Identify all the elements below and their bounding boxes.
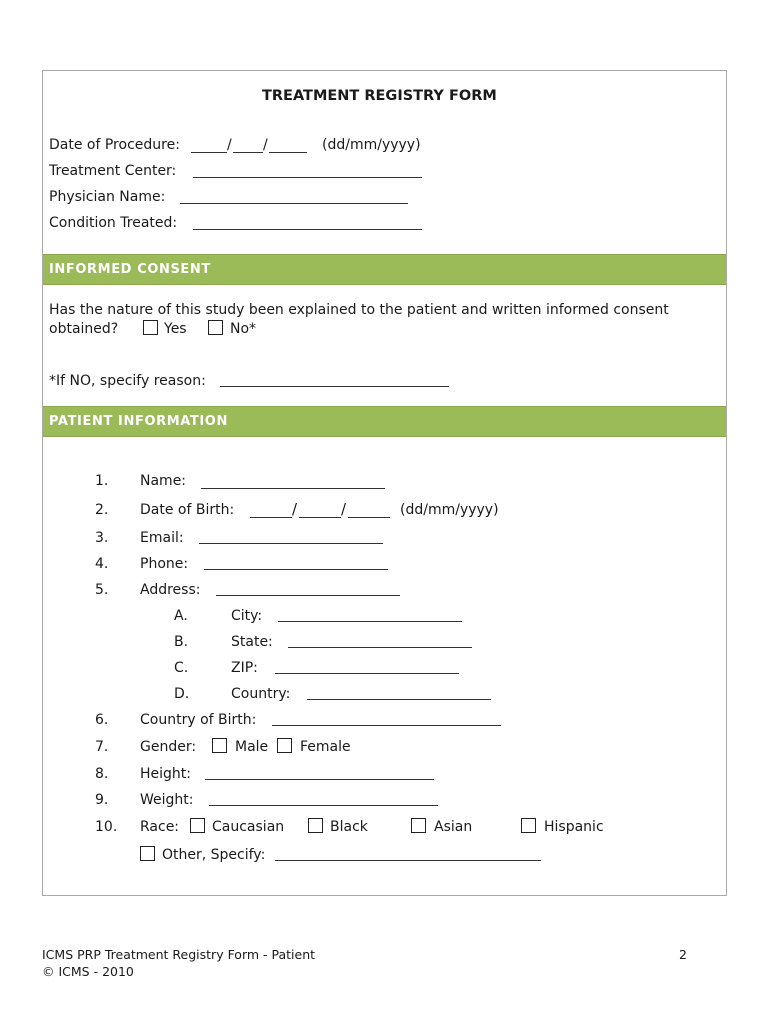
item-number: 4. (95, 556, 109, 572)
item-number: 9. (95, 792, 109, 808)
form-title: TREATMENT REGISTRY FORM (262, 88, 497, 104)
birth-date-format: (dd/mm/yyyy) (400, 502, 499, 518)
procedure-year-field[interactable] (269, 152, 307, 153)
date-of-procedure-label: Date of Procedure: (49, 137, 180, 153)
procedure-day-field[interactable] (191, 152, 227, 153)
country-field[interactable] (307, 699, 491, 700)
footer-form-name: ICMS PRP Treatment Registry Form - Patient (42, 947, 316, 962)
race-hispanic-label: Hispanic (544, 819, 604, 835)
consent-yes-label: Yes (164, 321, 187, 337)
race-asian-label: Asian (434, 819, 473, 835)
address-label: Address: (140, 582, 201, 598)
race-other-checkbox[interactable] (140, 846, 155, 861)
informed-consent-header (43, 254, 726, 285)
state-field[interactable] (288, 647, 472, 648)
consent-no-checkbox[interactable] (208, 320, 223, 335)
procedure-date-slash-2: / (263, 137, 268, 153)
phone-field[interactable] (204, 569, 388, 570)
weight-field[interactable] (209, 805, 438, 806)
item-number: 3. (95, 530, 109, 546)
footer-copyright: © ICMS - 2010 (42, 964, 134, 979)
race-label: Race: (140, 819, 180, 835)
item-number: 5. (95, 582, 109, 598)
condition-treated-field[interactable] (193, 229, 422, 230)
procedure-month-field[interactable] (233, 152, 263, 153)
patient-information-heading: PATIENT INFORMATION (49, 414, 228, 429)
page-number: 2 (679, 947, 687, 962)
city-field[interactable] (278, 621, 462, 622)
patient-name-field[interactable] (201, 488, 385, 489)
country-label: Country: (231, 686, 291, 702)
item-number: 10. (95, 819, 118, 835)
height-field[interactable] (205, 779, 434, 780)
physician-name-field[interactable] (180, 203, 408, 204)
sub-item-letter: A. (174, 608, 188, 624)
state-label: State: (231, 634, 273, 650)
sub-item-letter: D. (174, 686, 190, 702)
zip-label: ZIP: (231, 660, 258, 676)
sub-item-letter: C. (174, 660, 189, 676)
race-black-label: Black (330, 819, 368, 835)
gender-male-label: Male (235, 739, 269, 755)
informed-consent-heading: INFORMED CONSENT (49, 262, 211, 277)
birth-date-slash-1: / (292, 500, 298, 518)
item-number: 8. (95, 766, 109, 782)
consent-question-line2: obtained? (49, 321, 119, 337)
height-label: Height: (140, 766, 191, 782)
treatment-center-label: Treatment Center: (49, 163, 177, 179)
consent-question-line1: Has the nature of this study been explained to the patient and written informed consent (49, 302, 669, 318)
gender-female-checkbox[interactable] (277, 738, 292, 753)
email-field[interactable] (199, 543, 383, 544)
patient-information-header (43, 406, 726, 437)
birth-day-field[interactable] (250, 517, 292, 518)
sub-item-letter: B. (174, 634, 189, 650)
item-number: 2. (95, 502, 109, 518)
if-no-reason-field[interactable] (220, 386, 449, 387)
address-field[interactable] (216, 595, 400, 596)
weight-label: Weight: (140, 792, 194, 808)
date-of-birth-label: Date of Birth: (140, 502, 235, 518)
treatment-center-field[interactable] (193, 177, 422, 178)
gender-label: Gender: (140, 739, 197, 755)
race-caucasian-label: Caucasian (212, 819, 285, 835)
item-number: 7. (95, 739, 109, 755)
race-other-label: Other, Specify: (162, 847, 266, 863)
phone-label: Phone: (140, 556, 189, 572)
birth-year-field[interactable] (348, 517, 390, 518)
item-number: 1. (95, 473, 109, 489)
race-black-checkbox[interactable] (308, 818, 323, 833)
birth-month-field[interactable] (299, 517, 341, 518)
physician-name-label: Physician Name: (49, 189, 166, 205)
item-number: 6. (95, 712, 109, 728)
race-caucasian-checkbox[interactable] (190, 818, 205, 833)
gender-female-label: Female (300, 739, 351, 755)
country-of-birth-label: Country of Birth: (140, 712, 257, 728)
procedure-date-format: (dd/mm/yyyy) (322, 137, 421, 153)
procedure-date-slash-1: / (227, 137, 232, 153)
patient-name-label: Name: (140, 473, 187, 489)
condition-treated-label: Condition Treated: (49, 215, 178, 231)
race-hispanic-checkbox[interactable] (521, 818, 536, 833)
zip-field[interactable] (275, 673, 459, 674)
if-no-label: *If NO, specify reason: (49, 373, 206, 389)
race-other-field[interactable] (275, 860, 541, 861)
gender-male-checkbox[interactable] (212, 738, 227, 753)
birth-date-slash-2: / (341, 500, 347, 518)
consent-no-label: No* (230, 321, 257, 337)
email-label: Email: (140, 530, 184, 546)
consent-yes-checkbox[interactable] (143, 320, 158, 335)
country-of-birth-field[interactable] (272, 725, 501, 726)
race-asian-checkbox[interactable] (411, 818, 426, 833)
city-label: City: (231, 608, 263, 624)
